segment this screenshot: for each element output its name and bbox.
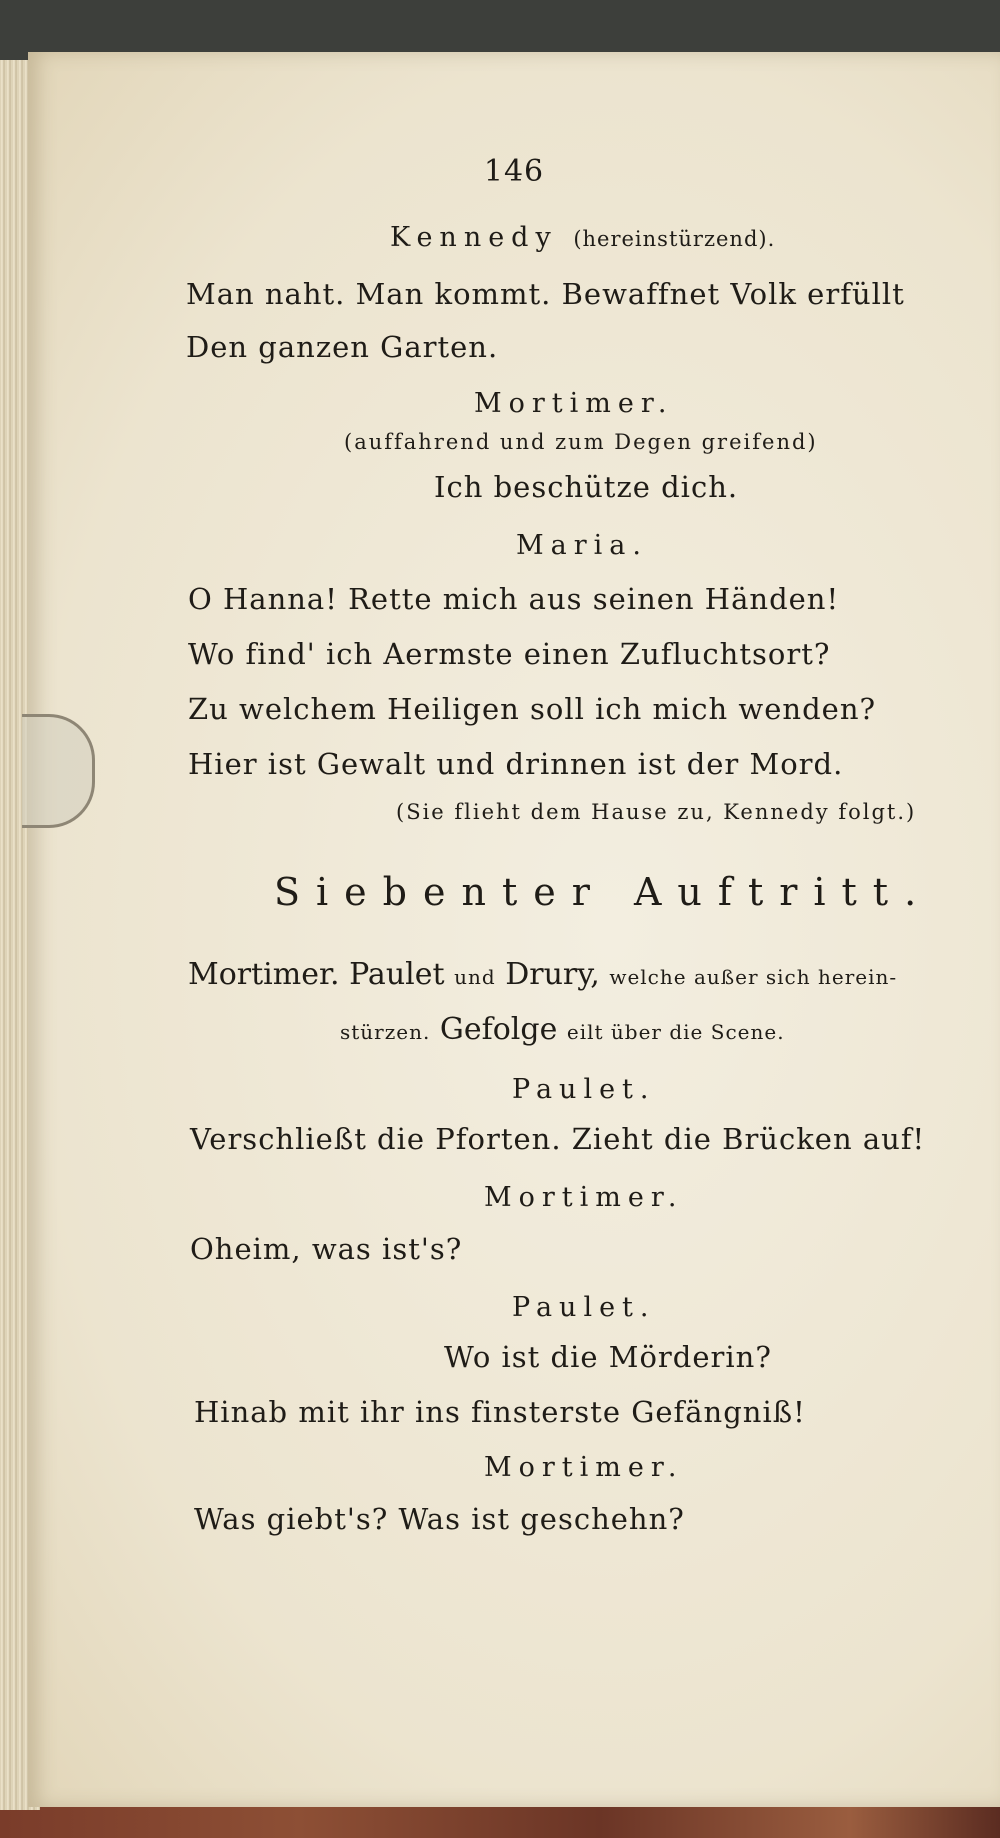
scene-heading: Siebenter Auftritt. — [274, 870, 933, 914]
cast-description: welche außer sich herein- — [609, 965, 898, 989]
stage-direction: (auffahrend und zum Degen greifend) — [344, 430, 818, 454]
cast-name: Drury, — [505, 957, 600, 992]
verse-line: Verschließt die Pforten. Zieht die Brücken auf! — [190, 1122, 926, 1156]
verse-line: Hinab mit ihr ins finsterste Gefängniß! — [194, 1395, 806, 1429]
verse-line: O Hanna! Rette mich aus seinen Händen! — [188, 582, 840, 616]
cast-line — [188, 957, 897, 992]
verse-line: Den ganzen Garten. — [186, 330, 499, 364]
cast-description: eilt über die Scene. — [566, 1020, 785, 1044]
verse-line: Hier ist Gewalt und drinnen ist der Mord. — [188, 747, 844, 781]
speaker-paulet: Paulet. — [512, 1292, 656, 1323]
speaker-mortimer: Mortimer. — [484, 1452, 684, 1483]
verse-line: Zu welchem Heiligen soll ich mich wenden? — [188, 692, 877, 726]
verse-line: Was giebt's? Was ist geschehn? — [194, 1502, 685, 1536]
speaker-name: Kennedy — [390, 222, 558, 253]
speaker-mortimer: Mortimer. — [484, 1182, 684, 1213]
speaker-maria: Maria. — [516, 530, 648, 561]
verse-line: Wo find' ich Aermste einen Zufluchtsort? — [188, 637, 831, 671]
verse-line: Ich beschütze dich. — [434, 470, 739, 504]
cast-conjunction: und — [454, 965, 496, 989]
cast-description: stürzen. — [340, 1020, 431, 1044]
cast-names: Mortimer. Paulet — [188, 957, 445, 992]
stage-direction: (Sie flieht dem Hause zu, Kennedy folgt.) — [396, 800, 917, 824]
page-number: 146 — [483, 154, 545, 189]
verse-line: Oheim, was ist's? — [190, 1232, 463, 1266]
verse-line: Man naht. Man kommt. Bewaffnet Volk erfüllt — [186, 277, 905, 311]
bookmark-tab — [22, 714, 95, 828]
cast-line — [340, 1012, 785, 1047]
verse-line: Wo ist die Mörderin? — [444, 1340, 772, 1374]
speaker-mortimer: Mortimer. — [474, 388, 674, 419]
cast-name: Gefolge — [439, 1012, 558, 1047]
speaker-paulet: Paulet. — [512, 1074, 656, 1105]
speaker-kennedy — [390, 222, 775, 253]
stage-direction: (hereinstürzend). — [573, 227, 776, 251]
book-page — [28, 52, 1000, 1807]
